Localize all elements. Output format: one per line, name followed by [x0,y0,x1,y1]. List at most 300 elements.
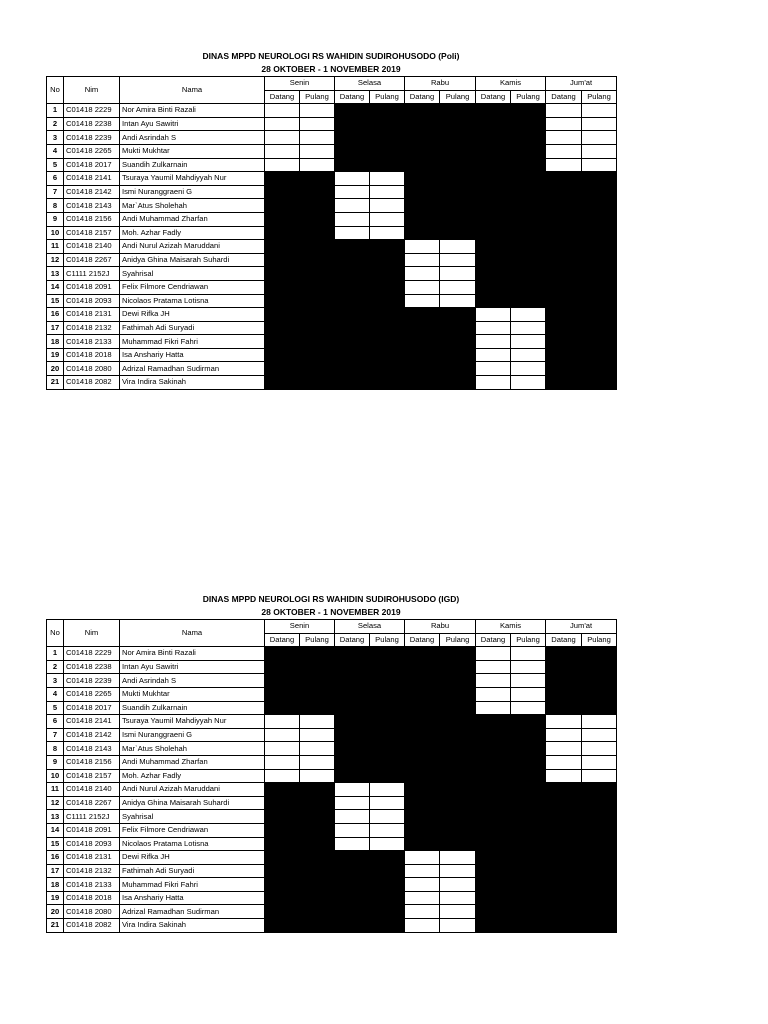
attendance-cell [476,362,511,376]
row-no: 12 [47,796,64,810]
table-row [47,864,617,878]
blocked-cell [335,131,370,145]
row-nama: Mukti Mukhtar [120,144,265,158]
row-nama: Adrizal Ramadhan Sudirman [120,362,265,376]
header-pulang: Pulang [582,90,617,104]
blocked-cell [546,376,582,390]
header-datang: Datang [335,633,370,647]
blocked-cell [300,837,335,851]
blocked-cell [440,348,476,362]
blocked-cell [265,783,300,797]
blocked-cell [511,851,546,865]
row-nim: C01418 2141 [64,715,120,729]
blocked-cell [511,158,546,172]
blocked-cell [300,348,335,362]
attendance-cell [546,144,582,158]
blocked-cell [582,267,617,281]
table-title: DINAS MPPD NEUROLOGI RS WAHIDIN SUDIROHUSODO (IGD) [202,594,460,604]
attendance-cell [476,335,511,349]
table-row [47,212,617,226]
row-nama: Felix Filmore Cendriawan [120,280,265,294]
table-row [47,294,617,308]
row-no: 1 [47,104,64,118]
blocked-cell [405,715,440,729]
header-pulang: Pulang [582,633,617,647]
blocked-cell [370,308,405,322]
attendance-cell [300,728,335,742]
attendance-cell [370,226,405,240]
attendance-cell [265,144,300,158]
blocked-cell [440,144,476,158]
blocked-cell [370,104,405,118]
row-nim: C01418 2141 [64,172,120,186]
attendance-cell [405,891,440,905]
blocked-cell [546,674,582,688]
attendance-cell [300,755,335,769]
blocked-cell [335,905,370,919]
attendance-cell [440,878,476,892]
attendance-cell [476,308,511,322]
row-nama: Moh. Azhar Fadly [120,226,265,240]
blocked-cell [476,891,511,905]
table-row [47,674,617,688]
row-no: 5 [47,158,64,172]
row-no: 19 [47,348,64,362]
blocked-cell [582,280,617,294]
row-no: 9 [47,212,64,226]
blocked-cell [265,376,300,390]
blocked-cell [405,701,440,715]
blocked-cell [582,796,617,810]
blocked-cell [511,783,546,797]
blocked-cell [582,878,617,892]
blocked-cell [370,335,405,349]
blocked-cell [511,715,546,729]
row-no: 8 [47,742,64,756]
attendance-cell [335,172,370,186]
blocked-cell [582,308,617,322]
row-nim: C01418 2157 [64,226,120,240]
attendance-cell [370,796,405,810]
blocked-cell [440,823,476,837]
table-row [47,891,617,905]
attendance-cell [582,769,617,783]
blocked-cell [335,335,370,349]
blocked-cell [370,701,405,715]
row-no: 20 [47,905,64,919]
row-nama: Nicolaos Pratama Lotisna [120,837,265,851]
blocked-cell [582,674,617,688]
blocked-cell [511,104,546,118]
table-row [47,715,617,729]
blocked-cell [265,919,300,933]
header-datang: Datang [335,90,370,104]
attendance-cell [440,253,476,267]
blocked-cell [546,226,582,240]
attendance-cell [476,660,511,674]
blocked-cell [300,280,335,294]
table-row [47,878,617,892]
blocked-cell [300,172,335,186]
blocked-cell [335,362,370,376]
blocked-cell [300,783,335,797]
blocked-cell [511,919,546,933]
row-no: 13 [47,267,64,281]
blocked-cell [440,335,476,349]
blocked-cell [440,647,476,661]
row-nama: Mukti Mukhtar [120,687,265,701]
attendance-cell [546,715,582,729]
blocked-cell [370,715,405,729]
header-day: Selasa [335,620,405,634]
blocked-cell [546,783,582,797]
blocked-cell [265,647,300,661]
row-no: 7 [47,185,64,199]
row-nama: Nicolaos Pratama Lotisna [120,294,265,308]
attendance-cell [546,117,582,131]
row-nim: C01418 2131 [64,851,120,865]
blocked-cell [370,376,405,390]
blocked-cell [405,769,440,783]
blocked-cell [476,212,511,226]
blocked-cell [546,294,582,308]
row-no: 17 [47,864,64,878]
table-row [47,172,617,186]
blocked-cell [335,253,370,267]
blocked-cell [300,253,335,267]
row-no: 4 [47,144,64,158]
row-nama: Muhammad Fikri Fahri [120,878,265,892]
blocked-cell [265,701,300,715]
attendance-cell [265,742,300,756]
header-datang: Datang [405,90,440,104]
blocked-cell [265,851,300,865]
blocked-cell [300,851,335,865]
header-pulang: Pulang [511,633,546,647]
blocked-cell [335,321,370,335]
blocked-cell [546,362,582,376]
blocked-cell [265,199,300,213]
blocked-cell [511,294,546,308]
blocked-cell [405,660,440,674]
blocked-cell [546,701,582,715]
attendance-cell [582,131,617,145]
blocked-cell [511,905,546,919]
blocked-cell [370,660,405,674]
blocked-cell [300,647,335,661]
blocked-cell [405,647,440,661]
attendance-cell [476,647,511,661]
attendance-cell [335,783,370,797]
row-nama: Syahrisal [120,267,265,281]
blocked-cell [300,294,335,308]
row-no: 9 [47,755,64,769]
row-nama: Suandih Zulkarnain [120,701,265,715]
blocked-cell [440,742,476,756]
attendance-cell [300,715,335,729]
attendance-cell [370,823,405,837]
blocked-cell [546,308,582,322]
blocked-cell [440,212,476,226]
blocked-cell [335,715,370,729]
attendance-cell [582,728,617,742]
blocked-cell [370,674,405,688]
blocked-cell [405,837,440,851]
blocked-cell [335,660,370,674]
blocked-cell [440,837,476,851]
blocked-cell [335,674,370,688]
blocked-cell [546,796,582,810]
header-day: Senin [265,620,335,634]
row-nama: Nor Amira Binti Razali [120,104,265,118]
attendance-cell [300,144,335,158]
blocked-cell [335,687,370,701]
row-nama: Fathimah Adi Suryadi [120,864,265,878]
attendance-cell [370,212,405,226]
header-day: Kamis [476,620,546,634]
attendance-cell [582,715,617,729]
blocked-cell [335,742,370,756]
table-row [47,783,617,797]
blocked-cell [300,199,335,213]
blocked-cell [582,783,617,797]
header-no: No [47,77,64,104]
header-nama: Nama [120,620,265,647]
attendance-cell [370,837,405,851]
header-pulang: Pulang [370,90,405,104]
blocked-cell [370,769,405,783]
row-nim: C01418 2017 [64,158,120,172]
table-row [47,131,617,145]
blocked-cell [582,810,617,824]
row-nim: C01418 2156 [64,755,120,769]
row-nim: C01418 2091 [64,280,120,294]
header-day: Kamis [476,77,546,91]
blocked-cell [546,864,582,878]
row-nim: C01418 2131 [64,308,120,322]
attendance-cell [335,796,370,810]
blocked-cell [476,905,511,919]
blocked-cell [582,226,617,240]
blocked-cell [511,891,546,905]
row-nim: C01418 2143 [64,742,120,756]
attendance-cell [370,185,405,199]
blocked-cell [265,185,300,199]
table-row [47,837,617,851]
attendance-cell [546,728,582,742]
row-no: 21 [47,919,64,933]
table-row [47,240,617,254]
row-no: 1 [47,647,64,661]
blocked-cell [476,172,511,186]
row-nim: C01418 2267 [64,796,120,810]
row-no: 11 [47,240,64,254]
blocked-cell [546,335,582,349]
row-nim: C01418 2132 [64,321,120,335]
row-nama: Mar`Atus Sholehah [120,199,265,213]
blocked-cell [370,321,405,335]
blocked-cell [300,701,335,715]
attendance-cell [265,131,300,145]
blocked-cell [370,131,405,145]
table-row [47,376,617,390]
blocked-cell [476,185,511,199]
blocked-cell [405,212,440,226]
blocked-cell [476,294,511,308]
blocked-cell [440,226,476,240]
blocked-cell [546,267,582,281]
row-no: 2 [47,117,64,131]
blocked-cell [546,891,582,905]
blocked-cell [370,878,405,892]
blocked-cell [370,919,405,933]
table-row [47,158,617,172]
table-row [47,185,617,199]
row-nim: C01418 2265 [64,144,120,158]
blocked-cell [265,294,300,308]
blocked-cell [300,660,335,674]
blocked-cell [300,267,335,281]
header-datang: Datang [476,633,511,647]
row-nama: Mar`Atus Sholehah [120,742,265,756]
blocked-cell [511,253,546,267]
header-day: Jum'at [546,620,617,634]
row-nim: C01418 2093 [64,837,120,851]
blocked-cell [300,674,335,688]
table-row [47,226,617,240]
blocked-cell [335,158,370,172]
table-row [47,117,617,131]
row-no: 14 [47,823,64,837]
blocked-cell [546,253,582,267]
row-no: 15 [47,294,64,308]
attendance-cell [370,783,405,797]
blocked-cell [440,185,476,199]
table-row [47,647,617,661]
row-nama: Dewi Rifka JH [120,308,265,322]
blocked-cell [405,823,440,837]
blocked-cell [511,878,546,892]
blocked-cell [476,117,511,131]
blocked-cell [582,647,617,661]
blocked-cell [265,348,300,362]
blocked-cell [335,144,370,158]
blocked-cell [370,851,405,865]
blocked-cell [440,755,476,769]
blocked-cell [370,253,405,267]
header-datang: Datang [405,633,440,647]
row-nim: C01418 2239 [64,674,120,688]
table-row [47,742,617,756]
blocked-cell [405,348,440,362]
blocked-cell [265,240,300,254]
table-row [47,823,617,837]
row-no: 6 [47,172,64,186]
header-pulang: Pulang [370,633,405,647]
row-nim: C01418 2229 [64,104,120,118]
blocked-cell [370,647,405,661]
blocked-cell [476,742,511,756]
blocked-cell [265,212,300,226]
attendance-cell [440,905,476,919]
blocked-cell [335,348,370,362]
header-day: Rabu [405,77,476,91]
blocked-cell [335,104,370,118]
blocked-cell [582,851,617,865]
row-nama: Tsuraya Yaumil Mahdiyyah Nur [120,715,265,729]
blocked-cell [300,308,335,322]
blocked-cell [265,308,300,322]
blocked-cell [546,240,582,254]
row-no: 17 [47,321,64,335]
attendance-cell [405,267,440,281]
blocked-cell [546,851,582,865]
blocked-cell [582,294,617,308]
table-row [47,308,617,322]
blocked-cell [546,212,582,226]
blocked-cell [370,294,405,308]
attendance-cell [440,280,476,294]
header-nim: Nim [64,620,120,647]
blocked-cell [476,769,511,783]
row-nim: C01418 2238 [64,660,120,674]
blocked-cell [476,280,511,294]
blocked-cell [405,796,440,810]
blocked-cell [335,755,370,769]
blocked-cell [440,783,476,797]
attendance-cell [265,117,300,131]
row-no: 18 [47,335,64,349]
row-no: 8 [47,199,64,213]
attendance-cell [476,687,511,701]
blocked-cell [546,810,582,824]
blocked-cell [440,131,476,145]
attendance-cell [440,240,476,254]
attendance-cell [440,919,476,933]
blocked-cell [265,796,300,810]
blocked-cell [511,837,546,851]
blocked-cell [546,660,582,674]
row-nim: C01418 2082 [64,919,120,933]
blocked-cell [300,362,335,376]
blocked-cell [405,810,440,824]
blocked-cell [265,810,300,824]
row-nama: Intan Ayu Sawitri [120,117,265,131]
blocked-cell [370,362,405,376]
attendance-cell [265,728,300,742]
blocked-cell [265,660,300,674]
blocked-cell [476,199,511,213]
blocked-cell [546,199,582,213]
attendance-cell [511,687,546,701]
blocked-cell [511,810,546,824]
blocked-cell [440,158,476,172]
blocked-cell [370,280,405,294]
blocked-cell [440,728,476,742]
row-nim: C01418 2157 [64,769,120,783]
attendance-cell [335,823,370,837]
blocked-cell [476,810,511,824]
attendance-cell [582,158,617,172]
blocked-cell [370,267,405,281]
blocked-cell [370,158,405,172]
blocked-cell [476,864,511,878]
blocked-cell [476,851,511,865]
blocked-cell [405,226,440,240]
blocked-cell [335,308,370,322]
attendance-cell [546,131,582,145]
row-nama: Tsuraya Yaumil Mahdiyyah Nur [120,172,265,186]
